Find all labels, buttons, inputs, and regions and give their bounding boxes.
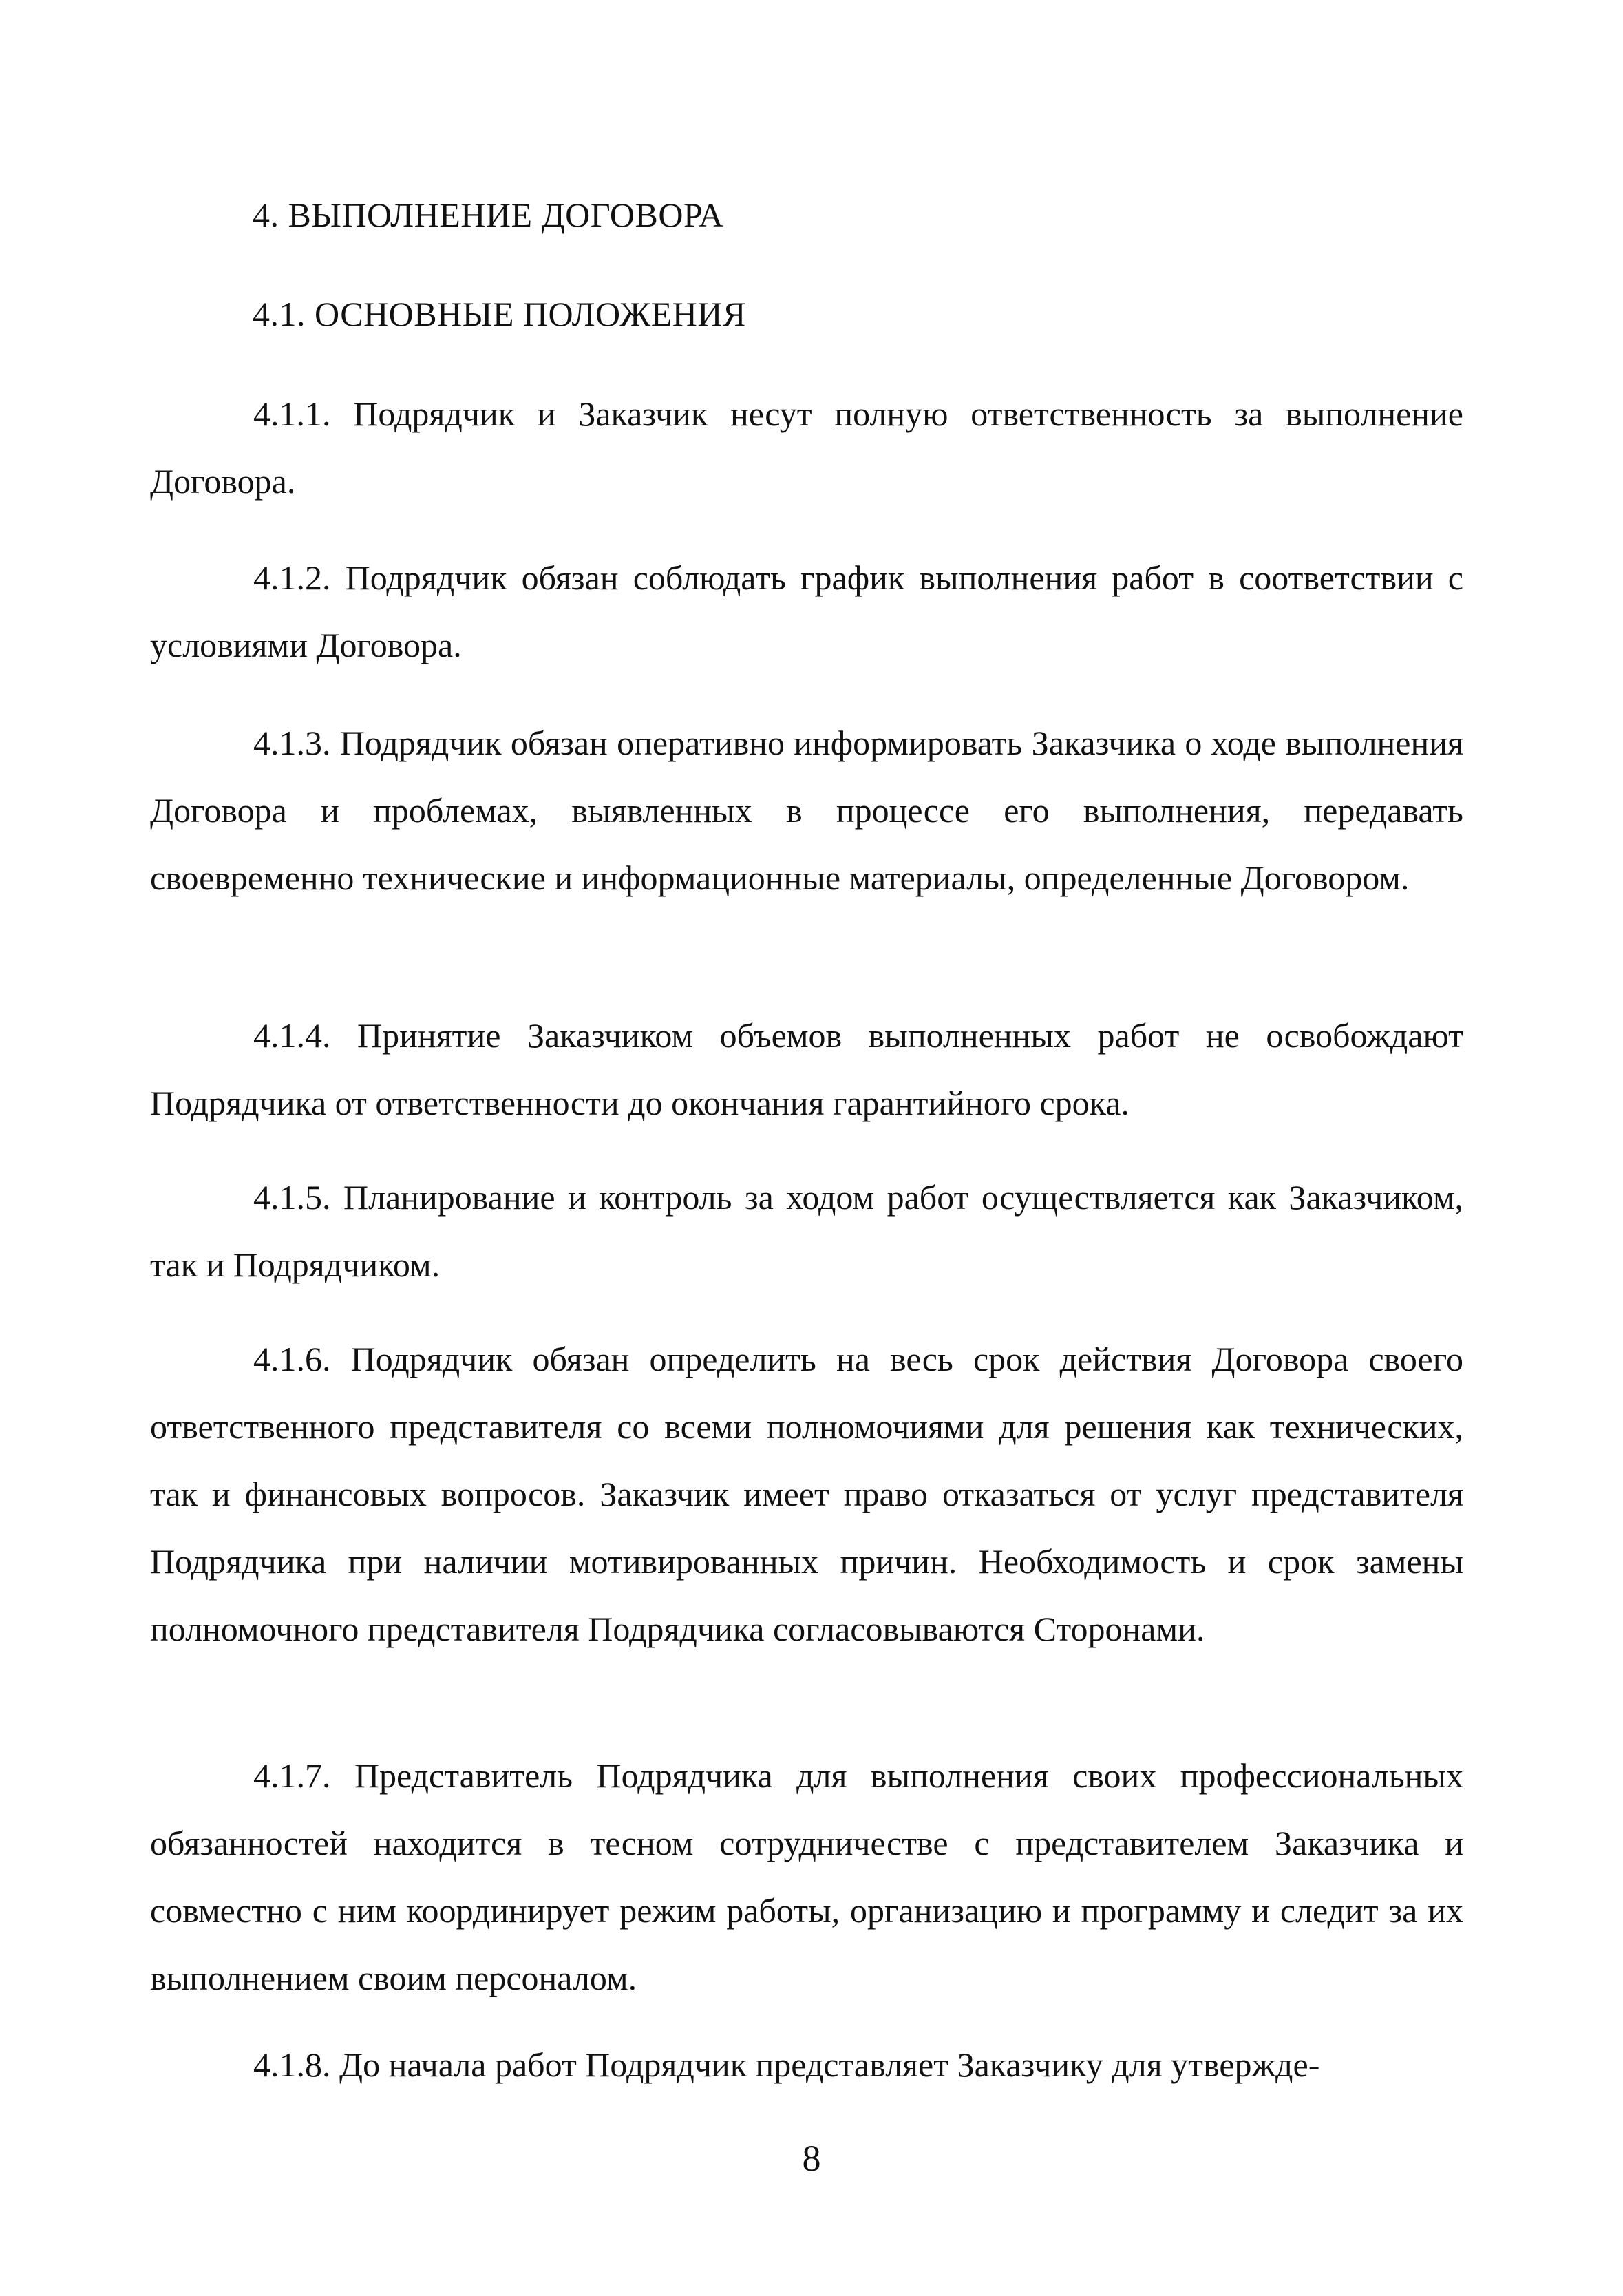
- paragraph-4-1-1: 4.1.1. Подрядчик и Заказчик несут полную ответственность за выполнение Договора.: [150, 394, 1463, 501]
- section-title: 4. ВЫПОЛНЕНИЕ ДОГОВОРА: [253, 196, 724, 234]
- paragraph-4-1-2: 4.1.2. Подрядчик обязан соблюдать график выполнения работ в соответствии с условиями Договора.: [150, 558, 1463, 664]
- subsection-title: 4.1. ОСНОВНЫЕ ПОЛОЖЕНИЯ: [253, 295, 746, 333]
- paragraph-4-1-3: 4.1.3. Подрядчик обязан оперативно информировать Заказчика о ходе выполнения Договора и проблемах, выявленных в процессе его выполнения, передавать своевременно технические и информационные материалы, определенные Договором.: [150, 724, 1463, 897]
- paragraph-4-1-5: 4.1.5. Планирование и контроль за ходом работ осуществляется как Заказчиком, так и Подрядчиком.: [150, 1178, 1463, 1284]
- paragraph-4-1-8: 4.1.8. До начала работ Подрядчик представляет Заказчику для утвержде-: [253, 2045, 1320, 2084]
- paragraph-4-1-4: 4.1.4. Принятие Заказчиком объемов выполненных работ не освобождают Подрядчика от ответственности до окончания гарантийного срока.: [150, 1016, 1463, 1122]
- paragraph-4-1-7: 4.1.7. Представитель Подрядчика для выполнения своих профессиональных обязанностей находится в тесном сотрудничестве с представителем Заказчика и совместно с ним координирует режим работы, организацию и программу и следит за их выполнением своим персоналом.: [150, 1756, 1463, 1997]
- paragraph-4-1-6: 4.1.6. Подрядчик обязан определить на весь срок действия Договора своего ответственного представителя со всеми полномочиями для решения как технических, так и финансовых вопросов. Заказчик имеет право отказаться от услуг представителя Подрядчика при наличии мотивированных причин. Необходимость и срок замены полномочного представителя Подрядчика согласовываются Сторонами.: [150, 1340, 1463, 1648]
- page-number: 8: [802, 2138, 821, 2179]
